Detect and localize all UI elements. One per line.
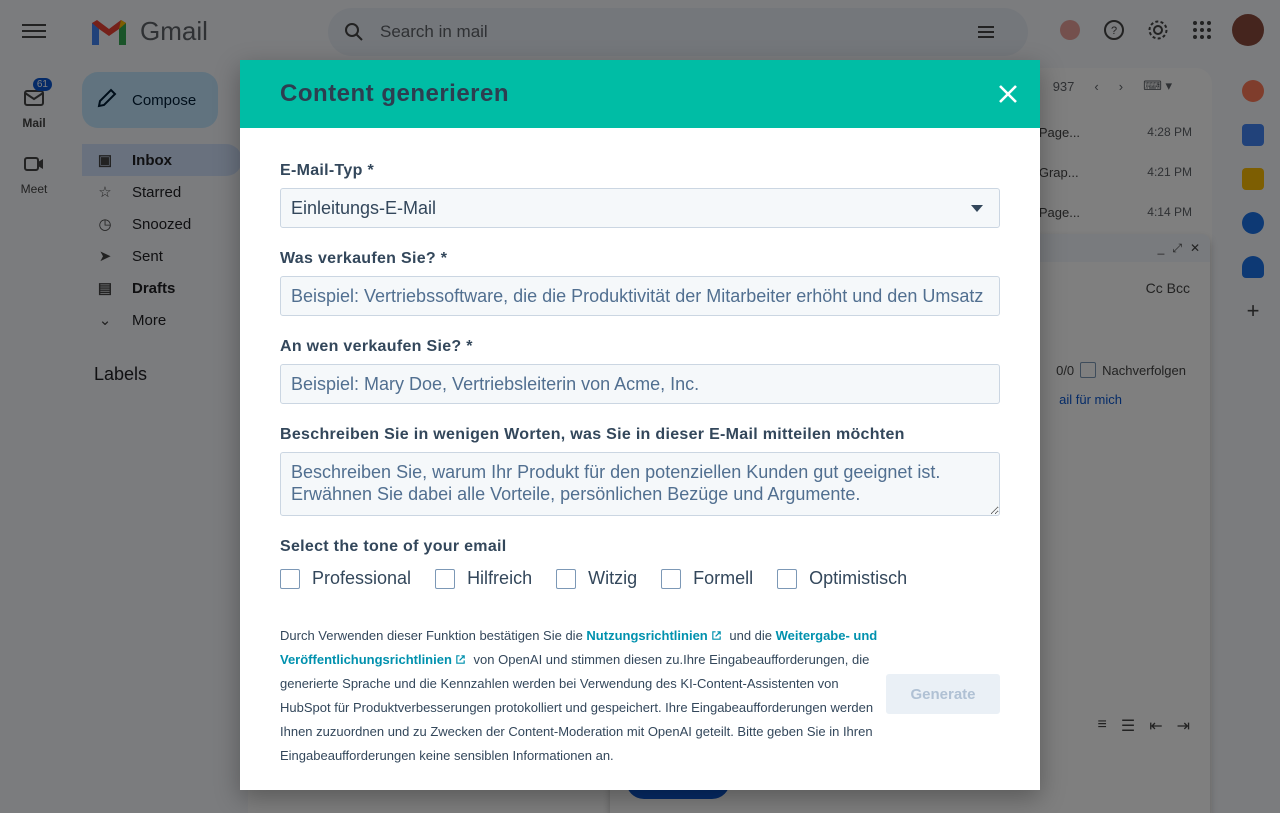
what-sell-input[interactable] <box>280 276 1000 316</box>
dialog-header <box>240 60 1040 128</box>
content-generator-dialog <box>240 60 1040 790</box>
tone-formell[interactable]: Formell <box>661 568 753 589</box>
external-link-icon <box>711 630 722 641</box>
checkbox[interactable] <box>435 569 455 589</box>
checkbox[interactable] <box>556 569 576 589</box>
who-sell-input[interactable] <box>280 364 1000 404</box>
tone-witzig[interactable]: Witzig <box>556 568 637 589</box>
generate-button[interactable]: Generate <box>886 674 1000 714</box>
close-icon[interactable] <box>996 82 1020 106</box>
tone-professional[interactable]: Professional <box>280 568 411 589</box>
checkbox[interactable] <box>777 569 797 589</box>
email-type-value: Einleitungs-E-Mail <box>291 197 437 218</box>
email-type-select[interactable] <box>280 188 1000 228</box>
tone-optimistisch[interactable]: Optimistisch <box>777 568 907 589</box>
dialog-title: Content generieren <box>280 80 510 107</box>
checkbox[interactable] <box>661 569 681 589</box>
email-type-label: E-Mail-Typ * <box>280 162 374 179</box>
terms-link[interactable]: Nutzungsrichtlinien <box>586 628 708 643</box>
tone-options <box>280 568 907 589</box>
dropdown-caret-icon <box>971 205 983 212</box>
who-sell-label: An wen verkaufen Sie? * <box>280 338 473 355</box>
what-sell-label: Was verkaufen Sie? * <box>280 250 448 267</box>
external-link-icon <box>455 654 466 665</box>
tone-hilfreich[interactable]: Hilfreich <box>435 568 532 589</box>
describe-textarea[interactable] <box>280 452 1000 516</box>
tone-label: Select the tone of your email <box>280 538 507 555</box>
legal-disclaimer: Durch Verwenden dieser Funktion bestätigen Sie die Nutzungsrichtlinien und die Weitergabe- und Veröffentlichungsrichtlinien von OpenAI und stimmen diesen zu.Ihre Eingabeaufforderungen, die generierte Sprache und die Kennzahlen werden bei Verwendung des KI-Content-Assistenten von HubSpot für Produktverbesserungen protokolliert und gespeichert. Ihre Eingabeaufforderungen werden Ihnen zuzuordnen und zu Zwecken der Content-Moderation mit OpenAI geteilt. Bitte geben Sie in Ihren Eingabeaufforderungen keine sensiblen Informationen an. <box>280 628 878 763</box>
sharing-policy-link[interactable]: Weitergabe- und Veröffentlichungsrichtlinien <box>280 628 878 667</box>
checkbox[interactable] <box>280 569 300 589</box>
describe-label: Beschreiben Sie in wenigen Worten, was Sie in dieser E-Mail mitteilen möchten <box>280 426 905 443</box>
